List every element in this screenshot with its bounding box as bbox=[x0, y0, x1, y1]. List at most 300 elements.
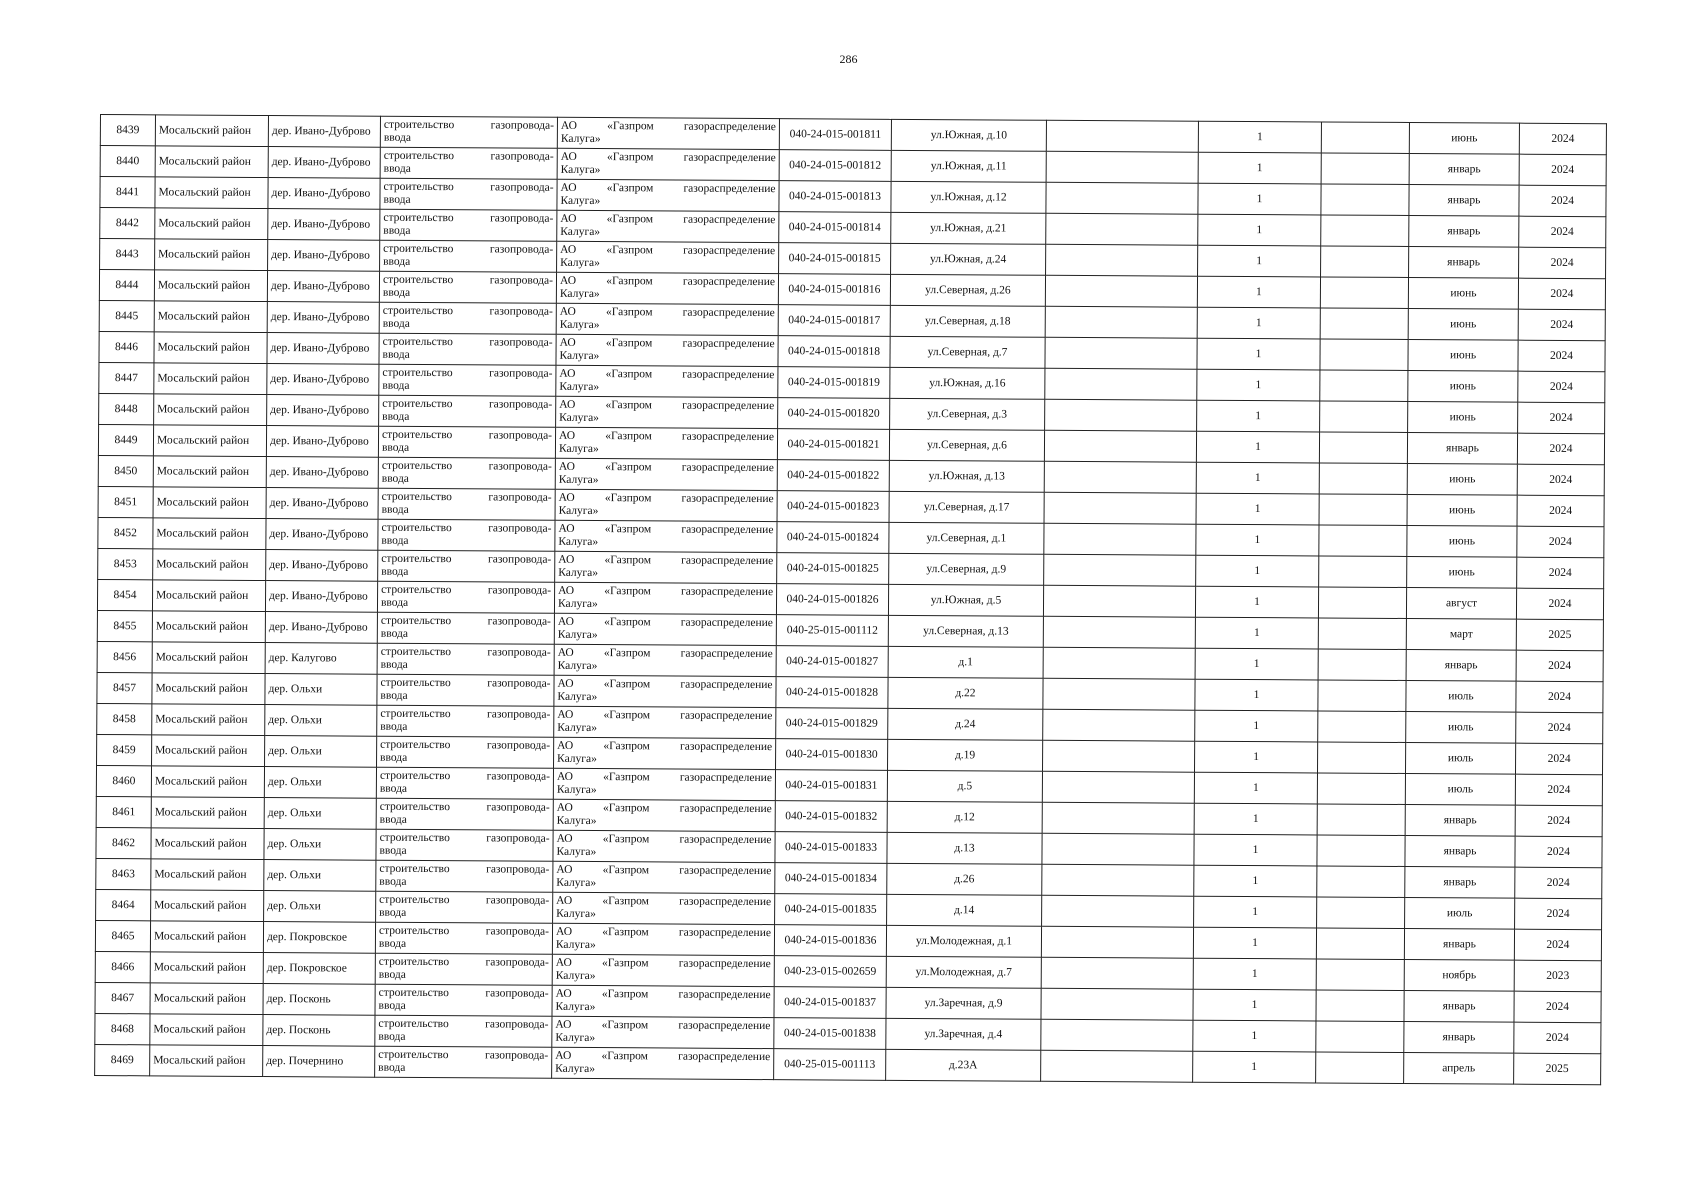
org-word: Калуга» bbox=[557, 721, 598, 735]
org-word: «Газпром bbox=[605, 430, 652, 443]
work-word: газопровода- bbox=[485, 987, 549, 1000]
year-cell: 2024 bbox=[1517, 464, 1604, 496]
org-word: АО bbox=[555, 987, 572, 1000]
object-code-cell: 040-24-015-001827 bbox=[776, 646, 888, 678]
org-word: АО bbox=[560, 243, 577, 256]
month-cell: июнь bbox=[1408, 277, 1518, 309]
year-cell: 2024 bbox=[1519, 247, 1606, 279]
org-word: АО bbox=[555, 1018, 572, 1031]
work-type-cell bbox=[376, 829, 553, 861]
org-word: «Газпром bbox=[601, 1050, 649, 1063]
work-word: ввода bbox=[382, 348, 410, 361]
empty-cell bbox=[1042, 864, 1194, 896]
year-cell: 2024 bbox=[1516, 588, 1603, 620]
org-word: Калуга» bbox=[558, 566, 599, 580]
quantity-cell: 1 bbox=[1197, 276, 1320, 308]
organization-cell bbox=[555, 489, 777, 521]
locality-cell: дер. Ивано-Дуброво bbox=[265, 581, 377, 613]
work-type-cell bbox=[376, 767, 553, 799]
work-word: газопровода- bbox=[489, 243, 554, 256]
work-word: газопровода- bbox=[485, 894, 550, 907]
district-cell: Мосальский район bbox=[155, 177, 268, 209]
address-cell: д.14 bbox=[887, 894, 1042, 926]
org-word: «Газпром bbox=[602, 833, 650, 846]
org-word: Калуга» bbox=[560, 256, 600, 270]
work-word: строительство bbox=[379, 800, 451, 814]
month-cell: июль bbox=[1406, 680, 1516, 712]
org-word: газораспределение bbox=[681, 461, 774, 475]
object-code-cell: 040-24-015-001831 bbox=[775, 770, 887, 802]
row-number: 8459 bbox=[97, 734, 152, 765]
empty-cell bbox=[1320, 370, 1408, 402]
org-word: газораспределение bbox=[678, 988, 771, 1002]
object-code-cell: 040-24-015-001811 bbox=[779, 119, 891, 151]
work-word: газопровода- bbox=[487, 646, 551, 659]
empty-cell bbox=[1045, 399, 1197, 431]
address-cell: д.12 bbox=[887, 801, 1042, 833]
work-type-cell bbox=[379, 302, 556, 334]
work-word: ввода bbox=[380, 658, 408, 671]
org-word: Калуга» bbox=[556, 845, 597, 859]
work-word: строительство bbox=[383, 149, 455, 163]
organization-cell bbox=[552, 923, 774, 955]
work-type-cell bbox=[376, 860, 553, 892]
empty-cell bbox=[1319, 432, 1407, 464]
quantity-cell: 1 bbox=[1194, 865, 1317, 897]
org-word: газораспределение bbox=[682, 337, 775, 351]
org-word: Калуга» bbox=[560, 132, 601, 146]
empty-cell bbox=[1317, 804, 1405, 836]
organization-cell bbox=[555, 551, 777, 583]
org-word: «Газпром bbox=[602, 926, 649, 939]
row-number: 8455 bbox=[97, 610, 152, 641]
address-cell: ул.Северная, д.9 bbox=[889, 553, 1044, 585]
org-word: АО bbox=[559, 336, 576, 349]
org-word: «Газпром bbox=[604, 585, 651, 598]
org-word: Калуга» bbox=[556, 814, 597, 828]
organization-cell bbox=[554, 737, 776, 769]
org-word: Калуга» bbox=[558, 535, 599, 549]
address-cell: ул.Молодежная, д.1 bbox=[886, 925, 1041, 957]
year-cell: 2024 bbox=[1516, 712, 1603, 744]
object-code-cell: 040-25-015-001113 bbox=[774, 1049, 886, 1081]
organization-cell bbox=[554, 706, 776, 738]
org-word: «Газпром bbox=[606, 213, 654, 226]
row-number: 8469 bbox=[95, 1044, 150, 1075]
work-word: ввода bbox=[383, 255, 411, 268]
locality-cell: дер. Ивано-Дуброво bbox=[267, 271, 379, 303]
org-word: «Газпром bbox=[604, 554, 652, 567]
org-word: Калуга» bbox=[558, 473, 599, 487]
address-cell: ул.Южная, д.24 bbox=[891, 243, 1046, 275]
quantity-cell: 1 bbox=[1194, 834, 1317, 866]
work-word: газопровода- bbox=[489, 367, 553, 380]
work-word: строительство bbox=[381, 583, 452, 597]
year-cell: 2024 bbox=[1519, 154, 1606, 186]
row-number: 8444 bbox=[99, 270, 154, 301]
work-type-cell bbox=[379, 333, 556, 365]
organization-cell bbox=[553, 768, 775, 800]
object-code-cell: 040-24-015-001832 bbox=[775, 801, 887, 833]
work-word: газопровода- bbox=[487, 677, 551, 690]
work-word: строительство bbox=[379, 769, 451, 783]
empty-cell bbox=[1316, 959, 1404, 991]
year-cell: 2024 bbox=[1515, 898, 1602, 930]
work-word: ввода bbox=[382, 286, 411, 299]
month-cell: январь bbox=[1409, 246, 1519, 278]
organization-cell bbox=[555, 520, 777, 552]
locality-cell: дер. Ивано-Дуброво bbox=[267, 333, 379, 365]
district-cell: Мосальский район bbox=[153, 549, 266, 581]
org-word: «Газпром bbox=[607, 120, 654, 133]
locality-cell: дер. Ольхи bbox=[264, 860, 376, 892]
work-word: ввода bbox=[378, 937, 407, 950]
row-number: 8451 bbox=[98, 486, 153, 517]
month-cell: январь bbox=[1405, 835, 1515, 867]
org-word: Калуга» bbox=[555, 969, 596, 983]
year-cell: 2023 bbox=[1514, 960, 1601, 992]
row-number: 8457 bbox=[97, 672, 152, 703]
row-number: 8443 bbox=[100, 239, 155, 270]
month-cell: июль bbox=[1405, 742, 1515, 774]
empty-cell bbox=[1317, 835, 1405, 867]
address-cell: ул.Северная, д.18 bbox=[890, 305, 1045, 337]
address-cell: ул.Северная, д.1 bbox=[889, 522, 1044, 554]
org-word: Калуга» bbox=[556, 876, 597, 890]
work-word: строительство bbox=[378, 986, 449, 1000]
empty-cell bbox=[1041, 1019, 1193, 1051]
quantity-cell: 1 bbox=[1196, 431, 1319, 463]
row-number: 8446 bbox=[99, 331, 154, 362]
district-cell: Мосальский район bbox=[152, 673, 265, 705]
object-code-cell: 040-24-015-001828 bbox=[776, 677, 888, 709]
org-word: газораспределение bbox=[683, 244, 776, 258]
address-cell: д.24 bbox=[888, 708, 1043, 740]
row-number: 8464 bbox=[96, 889, 151, 920]
work-type-cell bbox=[380, 147, 557, 179]
quantity-cell: 1 bbox=[1198, 183, 1321, 215]
object-code-cell: 040-24-015-001834 bbox=[775, 863, 887, 895]
address-cell: ул.Южная, д.21 bbox=[891, 212, 1046, 244]
org-word: АО bbox=[556, 894, 573, 907]
organization-cell bbox=[557, 179, 779, 211]
work-word: строительство bbox=[378, 924, 450, 938]
object-code-cell: 040-24-015-001833 bbox=[775, 832, 887, 864]
locality-cell: дер. Ольхи bbox=[265, 705, 377, 737]
district-cell: Мосальский район bbox=[154, 301, 267, 333]
work-word: строительство bbox=[382, 366, 453, 380]
empty-cell bbox=[1318, 711, 1406, 743]
org-word: Калуга» bbox=[559, 349, 600, 363]
org-word: Калуга» bbox=[560, 225, 601, 239]
org-word: АО bbox=[559, 305, 576, 318]
work-word: ввода bbox=[380, 720, 408, 733]
year-cell: 2024 bbox=[1517, 433, 1604, 465]
object-code-cell: 040-24-015-001814 bbox=[779, 212, 891, 244]
empty-cell bbox=[1321, 215, 1409, 247]
row-number: 8458 bbox=[97, 703, 152, 734]
work-type-cell bbox=[380, 240, 557, 272]
org-word: АО bbox=[558, 460, 575, 473]
work-word: газопровода- bbox=[485, 925, 550, 938]
district-cell: Мосальский район bbox=[150, 983, 263, 1015]
org-word: АО bbox=[559, 398, 576, 411]
district-cell: Мосальский район bbox=[152, 642, 265, 674]
district-cell: Мосальский район bbox=[150, 952, 263, 984]
org-word: АО bbox=[558, 584, 575, 597]
year-cell: 2024 bbox=[1514, 929, 1601, 961]
page-number: 286 bbox=[839, 52, 858, 66]
empty-cell bbox=[1041, 1050, 1193, 1082]
district-cell: Мосальский район bbox=[151, 797, 264, 829]
quantity-cell: 1 bbox=[1196, 462, 1319, 494]
org-word: Калуга» bbox=[555, 1000, 596, 1014]
year-cell: 2024 bbox=[1514, 991, 1601, 1023]
year-cell: 2024 bbox=[1519, 123, 1606, 155]
work-word: газопровода- bbox=[485, 1018, 549, 1031]
locality-cell: дер. Ольхи bbox=[264, 829, 376, 861]
month-cell: июнь bbox=[1407, 525, 1517, 557]
work-type-cell bbox=[378, 426, 555, 458]
month-cell: январь bbox=[1409, 153, 1519, 185]
year-cell: 2024 bbox=[1518, 309, 1605, 341]
district-cell: Мосальский район bbox=[155, 115, 268, 147]
organization-cell bbox=[553, 799, 775, 831]
locality-cell: дер. Калугово bbox=[265, 643, 377, 675]
org-word: газораспределение bbox=[682, 399, 775, 413]
month-cell: июль bbox=[1406, 711, 1516, 743]
district-cell: Мосальский район bbox=[152, 735, 265, 767]
object-code-cell: 040-24-015-001824 bbox=[777, 522, 889, 554]
org-word: газораспределение bbox=[680, 678, 773, 692]
work-word: строительство bbox=[380, 707, 451, 721]
work-type-cell bbox=[377, 674, 554, 706]
work-word: строительство bbox=[383, 242, 454, 256]
district-cell: Мосальский район bbox=[151, 766, 264, 798]
org-word: газораспределение bbox=[682, 368, 775, 382]
address-cell: ул.Северная, д.6 bbox=[889, 429, 1044, 461]
org-word: газораспределение bbox=[683, 182, 776, 196]
row-number: 8447 bbox=[99, 362, 154, 393]
organization-cell bbox=[552, 1047, 774, 1079]
org-word: АО bbox=[558, 491, 575, 504]
row-number: 8450 bbox=[98, 455, 153, 486]
work-word: строительство bbox=[382, 335, 453, 349]
month-cell: январь bbox=[1409, 184, 1519, 216]
quantity-cell: 1 bbox=[1197, 307, 1320, 339]
organization-cell bbox=[555, 458, 777, 490]
work-word: газопровода- bbox=[490, 181, 554, 194]
locality-cell: дер. Ивано-Дуброво bbox=[268, 240, 380, 272]
locality-cell: дер. Ивано-Дуброво bbox=[268, 147, 380, 179]
work-word: газопровода- bbox=[484, 1049, 549, 1062]
locality-cell: дер. Ивано-Дуброво bbox=[266, 519, 378, 551]
quantity-cell: 1 bbox=[1194, 772, 1317, 804]
work-word: строительство bbox=[380, 614, 452, 628]
empty-cell bbox=[1045, 337, 1197, 369]
object-code-cell: 040-24-015-001835 bbox=[775, 894, 887, 926]
object-code-cell: 040-24-015-001823 bbox=[777, 491, 889, 523]
row-number: 8445 bbox=[99, 300, 154, 331]
address-cell: ул.Северная, д.3 bbox=[890, 398, 1045, 430]
org-word: газораспределение bbox=[682, 275, 776, 289]
district-cell: Мосальский район bbox=[153, 518, 266, 550]
row-number: 8468 bbox=[95, 1013, 150, 1044]
locality-cell: дер. Посконь bbox=[263, 1015, 375, 1047]
district-cell: Мосальский район bbox=[154, 394, 267, 426]
quantity-cell: 1 bbox=[1193, 1051, 1316, 1083]
district-cell: Мосальский район bbox=[155, 208, 268, 240]
empty-cell bbox=[1316, 990, 1404, 1022]
work-word: газопровода- bbox=[490, 212, 554, 225]
quantity-cell: 1 bbox=[1194, 741, 1317, 773]
org-word: Калуга» bbox=[555, 1031, 596, 1045]
work-type-cell bbox=[377, 643, 554, 675]
empty-cell bbox=[1319, 494, 1407, 526]
org-word: газораспределение bbox=[679, 802, 772, 816]
work-word: ввода bbox=[382, 410, 410, 423]
org-word: газораспределение bbox=[683, 120, 776, 134]
org-word: «Газпром bbox=[603, 647, 651, 660]
row-number: 8456 bbox=[97, 641, 152, 672]
org-word: газораспределение bbox=[682, 306, 775, 320]
object-code-cell: 040-24-015-001837 bbox=[774, 987, 886, 1019]
empty-cell bbox=[1317, 742, 1405, 774]
empty-cell bbox=[1321, 153, 1409, 185]
empty-cell bbox=[1043, 647, 1195, 679]
empty-cell bbox=[1321, 246, 1409, 278]
object-code-cell: 040-24-015-001819 bbox=[778, 367, 890, 399]
work-type-cell bbox=[380, 178, 557, 210]
empty-cell bbox=[1043, 585, 1195, 617]
empty-cell bbox=[1041, 926, 1193, 958]
month-cell: январь bbox=[1405, 804, 1515, 836]
address-cell: д.1 bbox=[888, 646, 1043, 678]
district-cell: Мосальский район bbox=[151, 828, 264, 860]
org-word: газораспределение bbox=[679, 864, 772, 878]
work-word: ввода bbox=[381, 503, 409, 516]
empty-cell bbox=[1320, 401, 1408, 433]
month-cell: август bbox=[1406, 587, 1516, 619]
quantity-cell: 1 bbox=[1197, 400, 1320, 432]
quantity-cell: 1 bbox=[1194, 803, 1317, 835]
org-word: АО bbox=[556, 770, 574, 783]
locality-cell: дер. Ольхи bbox=[264, 767, 376, 799]
work-word: газопровода- bbox=[487, 708, 551, 721]
org-word: газораспределение bbox=[678, 957, 771, 971]
quantity-cell: 1 bbox=[1195, 710, 1318, 742]
object-code-cell: 040-24-015-001838 bbox=[774, 1018, 886, 1050]
month-cell: июнь bbox=[1409, 122, 1519, 154]
empty-cell bbox=[1044, 523, 1196, 555]
org-word: Калуга» bbox=[557, 752, 597, 766]
work-word: ввода bbox=[383, 224, 411, 237]
locality-cell: дер. Ивано-Дуброво bbox=[265, 612, 377, 644]
row-number: 8441 bbox=[100, 177, 155, 208]
empty-cell bbox=[1317, 866, 1405, 898]
district-cell: Мосальский район bbox=[150, 921, 263, 953]
work-word: газопровода- bbox=[489, 336, 553, 349]
work-word: газопровода- bbox=[490, 119, 554, 132]
work-word: газопровода- bbox=[487, 553, 552, 566]
empty-cell bbox=[1045, 275, 1197, 307]
work-word: строительство bbox=[379, 862, 450, 876]
work-word: ввода bbox=[383, 193, 411, 206]
quantity-cell: 1 bbox=[1198, 121, 1321, 153]
org-word: газораспределение bbox=[680, 616, 773, 630]
year-cell: 2024 bbox=[1517, 526, 1604, 558]
organization-cell bbox=[554, 613, 776, 645]
work-word: строительство bbox=[380, 676, 451, 690]
work-word: ввода bbox=[379, 906, 407, 919]
year-cell: 2024 bbox=[1518, 402, 1605, 434]
work-word: строительство bbox=[381, 521, 452, 535]
row-number: 8463 bbox=[96, 858, 151, 889]
org-word: АО bbox=[558, 522, 575, 535]
empty-cell bbox=[1321, 122, 1409, 154]
row-number: 8442 bbox=[100, 208, 155, 239]
work-type-cell bbox=[376, 798, 553, 830]
empty-cell bbox=[1042, 771, 1194, 803]
quantity-cell: 1 bbox=[1198, 152, 1321, 184]
row-number: 8439 bbox=[100, 115, 155, 146]
work-type-cell bbox=[379, 364, 556, 396]
month-cell: март bbox=[1406, 618, 1516, 650]
work-word: строительство bbox=[379, 831, 450, 845]
address-cell: ул.Северная, д.26 bbox=[890, 274, 1045, 306]
org-word: «Газпром bbox=[605, 306, 653, 319]
work-word: ввода bbox=[383, 162, 411, 175]
quantity-cell: 1 bbox=[1193, 1020, 1316, 1052]
work-word: газопровода- bbox=[488, 522, 552, 535]
org-word: «Газпром bbox=[605, 461, 652, 474]
work-word: строительство bbox=[382, 273, 454, 287]
year-cell: 2024 bbox=[1515, 774, 1602, 806]
org-word: «Газпром bbox=[603, 678, 651, 691]
address-cell: ул.Южная, д.13 bbox=[889, 460, 1044, 492]
month-cell: январь bbox=[1409, 215, 1519, 247]
row-number: 8454 bbox=[97, 579, 152, 610]
object-code-cell: 040-24-015-001818 bbox=[778, 336, 890, 368]
address-cell: д.13 bbox=[887, 832, 1042, 864]
district-cell: Мосальский район bbox=[155, 239, 268, 271]
month-cell: январь bbox=[1404, 1021, 1514, 1053]
org-word: «Газпром bbox=[602, 895, 649, 908]
work-word: ввода bbox=[381, 534, 409, 547]
quantity-cell: 1 bbox=[1197, 369, 1320, 401]
work-type-cell bbox=[380, 116, 557, 148]
quantity-cell: 1 bbox=[1193, 958, 1316, 990]
work-word: газопровода- bbox=[487, 584, 552, 597]
org-word: АО bbox=[557, 739, 574, 752]
org-word: АО bbox=[556, 801, 573, 814]
locality-cell: дер. Посконь bbox=[263, 984, 375, 1016]
work-word: строительство bbox=[381, 459, 453, 473]
work-word: газопровода- bbox=[486, 770, 550, 783]
empty-cell bbox=[1044, 461, 1196, 493]
work-type-cell bbox=[377, 705, 554, 737]
work-word: строительство bbox=[381, 552, 452, 566]
address-cell: ул.Южная, д.11 bbox=[891, 150, 1046, 182]
district-cell: Мосальский район bbox=[151, 890, 264, 922]
org-word: «Газпром bbox=[605, 368, 653, 381]
object-code-cell: 040-24-015-001817 bbox=[778, 305, 890, 337]
locality-cell: дер. Ивано-Дуброво bbox=[266, 550, 378, 582]
org-word: «Газпром bbox=[602, 802, 650, 815]
org-word: Калуга» bbox=[560, 163, 601, 177]
district-cell: Мосальский район bbox=[151, 859, 264, 891]
organization-cell bbox=[556, 396, 778, 428]
